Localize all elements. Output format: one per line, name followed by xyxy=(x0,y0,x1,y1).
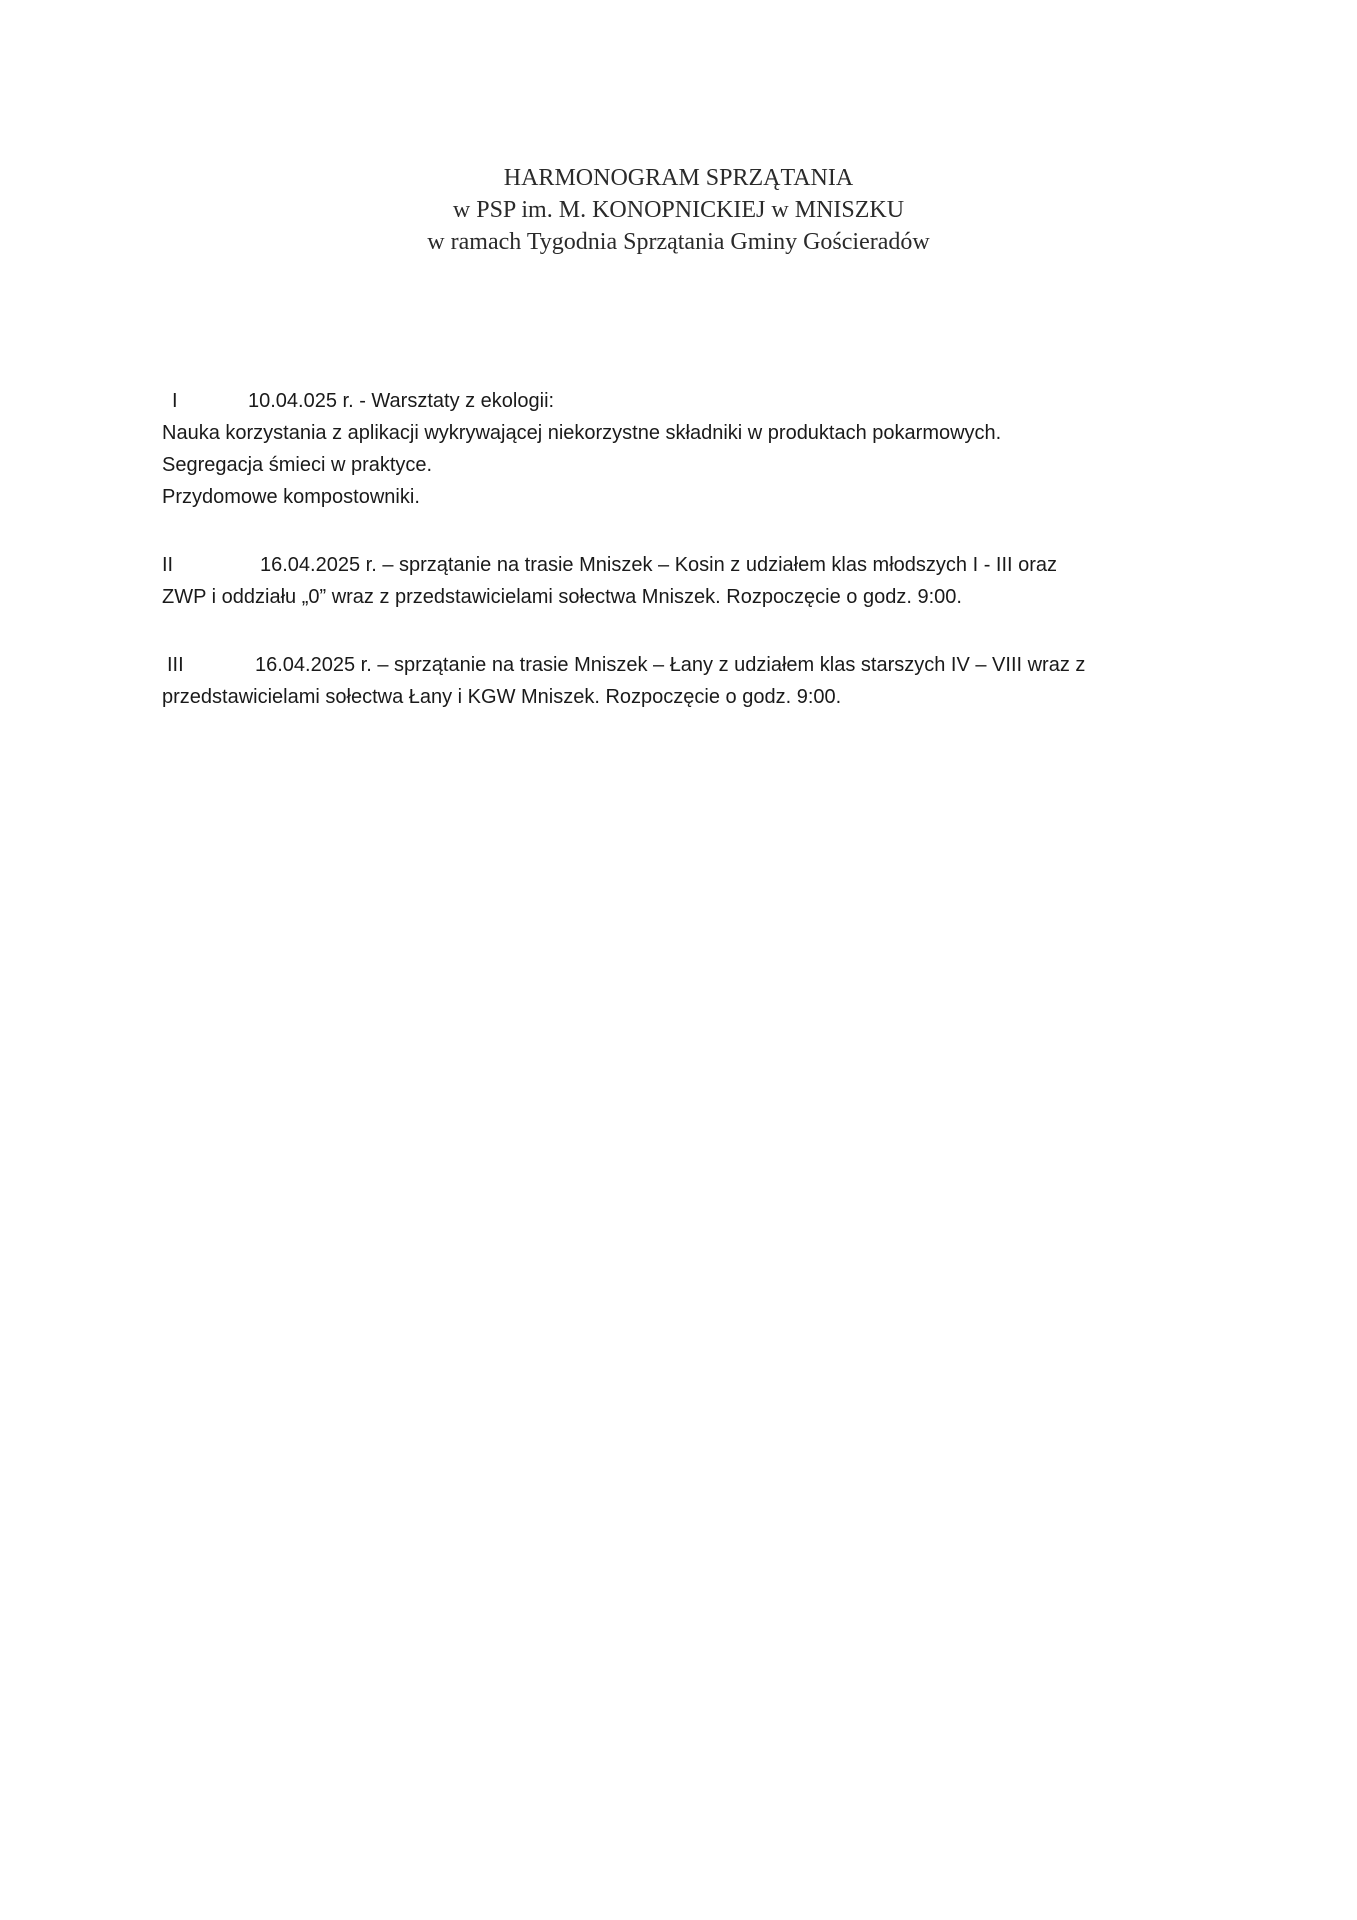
schedule-item-1 xyxy=(162,385,1222,513)
item-number: I xyxy=(172,390,178,412)
document-title: HARMONOGRAM SPRZĄTANIA xyxy=(503,165,854,191)
item-heading-text: 16.04.2025 r. – sprzątanie na trasie Mniszek – Kosin z udziałem klas młodszych I - III oraz xyxy=(260,554,1058,576)
item-line: przedstawicielami sołectwa Łany i KGW Mniszek. Rozpoczęcie o godz. 9:00. xyxy=(162,686,842,708)
item-number: III xyxy=(167,654,184,676)
item-number: II xyxy=(162,554,174,576)
item-heading-text: 16.04.2025 r. – sprzątanie na trasie Mniszek – Łany z udziałem klas starszych IV – VIII wraz z xyxy=(255,654,1086,676)
item-heading-text: 10.04.025 r. - Warsztaty z ekologii: xyxy=(248,390,555,412)
school-name: w PSP im. M. KONOPNICKIEJ w MNISZKU xyxy=(452,197,905,223)
schedule-item-heading xyxy=(162,549,1222,581)
document-subtitle: w ramach Tygodnia Sprzątania Gminy Gościeradów xyxy=(427,229,930,255)
item-line: Nauka korzystania z aplikacji wykrywającej niekorzystne składniki w produktach pokarmowych. xyxy=(162,422,1002,444)
item-line: Przydomowe kompostowniki. xyxy=(162,486,420,508)
item-line: ZWP i oddziału „0” wraz z przedstawicielami sołectwa Mniszek. Rozpoczęcie o godz. 9:00. xyxy=(162,586,962,608)
schedule-item-3 xyxy=(162,649,1222,713)
item-line: Segregacja śmieci w praktyce. xyxy=(162,454,433,476)
schedule-item-2 xyxy=(162,549,1222,613)
document-header xyxy=(0,162,1357,258)
schedule-item-heading xyxy=(162,385,1222,417)
schedule-item-heading xyxy=(162,649,1222,681)
